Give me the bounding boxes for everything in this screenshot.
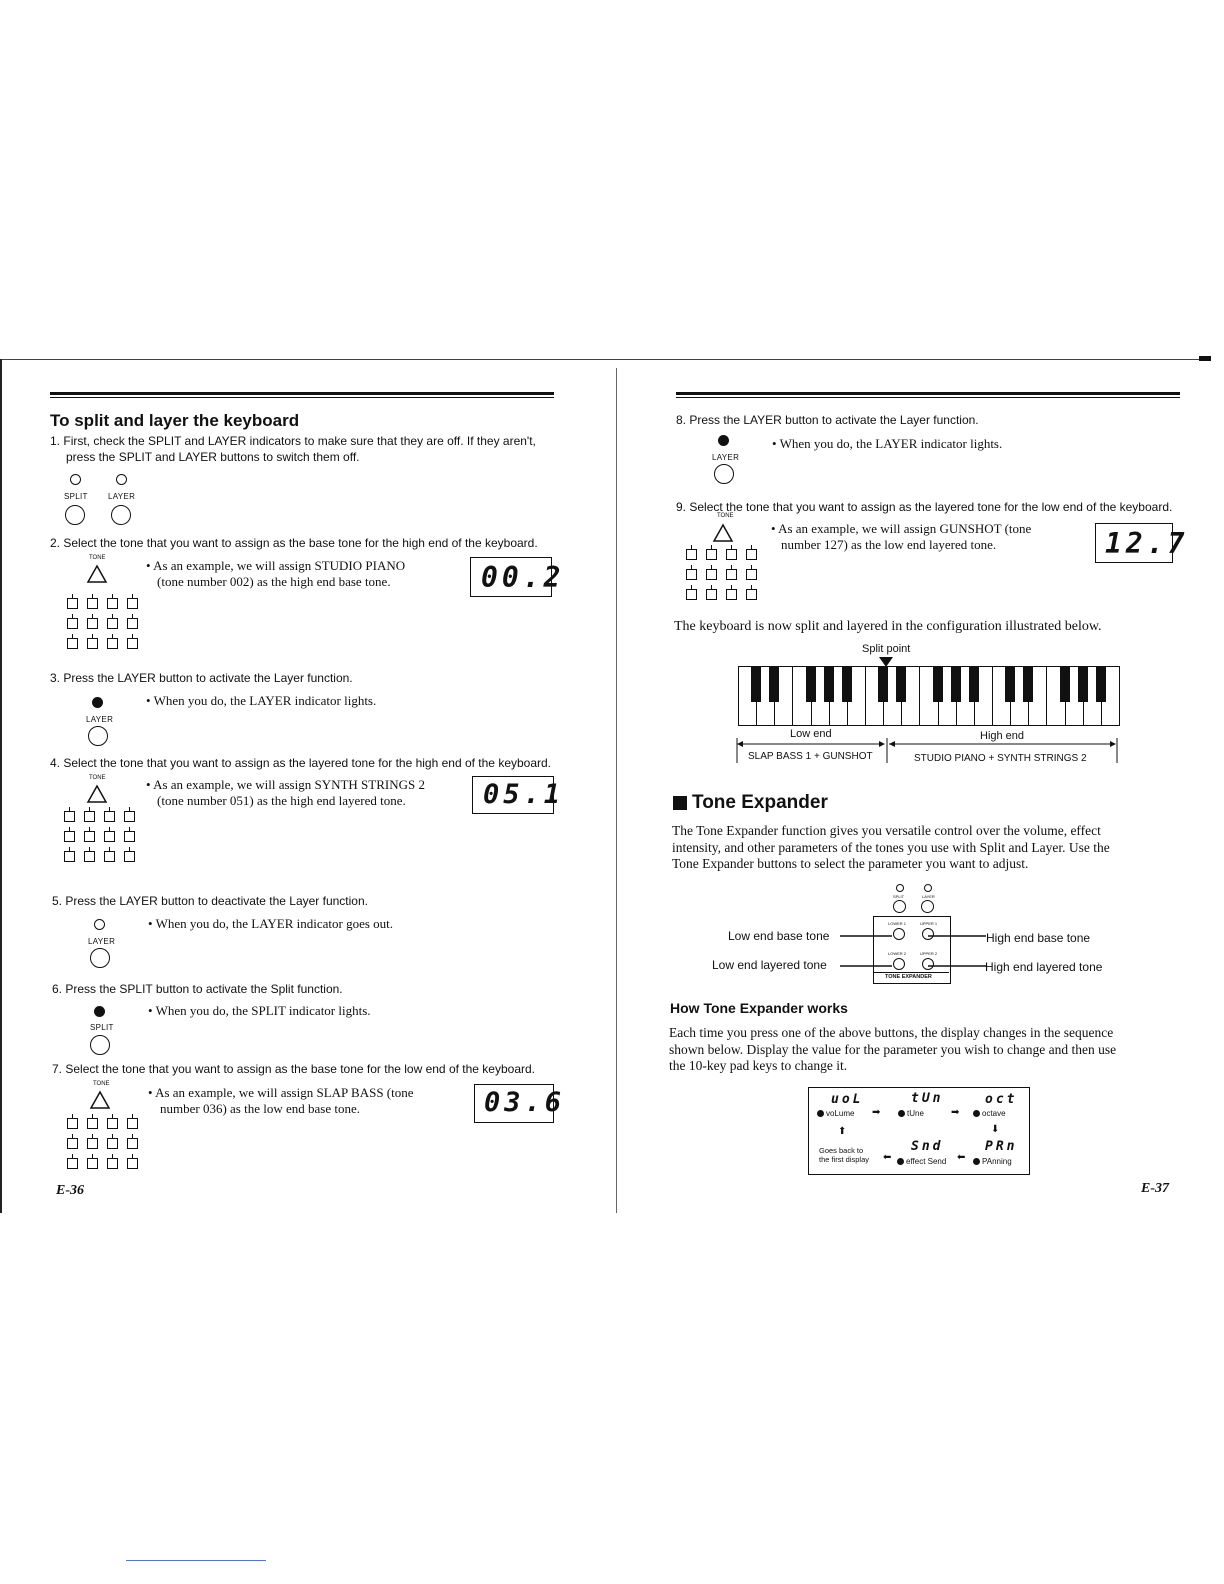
step-3-bullet: • When you do, the LAYER indicator lights. <box>146 693 377 708</box>
step-1-cont: press the SPLIT and LAYER buttons to switch them off. <box>66 450 360 464</box>
layer-button-small[interactable] <box>921 900 934 913</box>
step-9-bullet-cont: number 127) as the low end layered tone. <box>781 537 997 552</box>
black-key <box>769 666 779 702</box>
split-label-small: SPLIT <box>893 894 905 899</box>
black-key <box>1005 666 1015 702</box>
split-button[interactable] <box>65 505 85 525</box>
step-7-bullet: • As an example, we will assign SLAP BASS (tone <box>148 1085 414 1100</box>
tone-expander-caption: TONE EXPANDER <box>885 974 932 980</box>
expander-leader-lines <box>840 920 990 980</box>
step-4-bullet: • As an example, we will assign SYNTH STRINGS 2 <box>146 777 425 792</box>
keyboard-illustration <box>738 666 1119 728</box>
step-1: 1. First, check the SPLIT and LAYER indicators to make sure that they are off. If they aren't, <box>50 434 536 448</box>
high-end-label: High end <box>980 730 1025 742</box>
scan-edge-mark <box>1199 356 1211 361</box>
step-9: 9. Select the tone that you want to assign as the layered tone for the low end of the keyboard. <box>676 500 1173 514</box>
step-9-bullet: • As an example, we will assign GUNSHOT (tone <box>771 521 1032 536</box>
layer-button[interactable] <box>111 505 131 525</box>
header-rule-thin <box>676 397 1180 398</box>
layer-button[interactable] <box>714 464 734 484</box>
split-indicator-off <box>70 474 81 485</box>
split-indicator-small <box>896 884 904 892</box>
page-number: E-36 <box>56 1183 84 1198</box>
tone-button-icon[interactable] <box>86 784 108 804</box>
lower2-label: LOWER 2 <box>888 951 907 956</box>
tone-button-icon[interactable] <box>712 523 734 543</box>
step-8: 8. Press the LAYER button to activate the Layer function. <box>676 413 979 427</box>
high-end-base-label: High end base tone <box>986 931 1091 945</box>
oct-label: octave <box>982 1109 1006 1118</box>
layer-indicator-small <box>924 884 932 892</box>
high-end-tones: STUDIO PIANO + SYNTH STRINGS 2 <box>914 753 1087 764</box>
tone-label: TONE <box>717 513 734 519</box>
snd-display: Snd <box>911 1139 944 1154</box>
black-key <box>842 666 852 702</box>
display-sequence-box <box>808 1087 1030 1175</box>
how-it-works-body: Each time you press one of the above buttons, the display changes in the sequence shown below. Display the value for the parameter you wish to change and then use the 10-key pad keys to change it. <box>669 1025 1117 1073</box>
step-6: 6. Press the SPLIT button to activate the Split function. <box>52 982 343 996</box>
split-label: SPLIT <box>90 1023 114 1032</box>
page-number: E-37 <box>1141 1181 1169 1196</box>
tone-expander-body: The Tone Expander function gives you versatile control over the volume, effect intensity, and other parameters of the tones you use with Split and Layer. Use the Tone Expander buttons to select the parameter you want to adjust. <box>672 823 1110 871</box>
layer-button[interactable] <box>90 948 110 968</box>
high-end-layered-label: High end layered tone <box>985 960 1103 974</box>
lcd-display-002: 00.2 <box>470 557 552 597</box>
pan-display: PRn <box>985 1139 1018 1154</box>
snd-dot-icon <box>897 1158 904 1165</box>
tone-label: TONE <box>93 1081 110 1087</box>
keyboard-intro: The keyboard is now split and layered in the configuration illustrated below. <box>674 619 1102 634</box>
split-label: SPLIT <box>64 492 88 501</box>
tone-expander-title: Tone Expander <box>692 792 828 813</box>
split-button[interactable] <box>90 1035 110 1055</box>
scan-edge-line <box>0 359 1200 360</box>
low-end-label: Low end <box>790 728 832 740</box>
black-key <box>951 666 961 702</box>
arrow-right-icon: ➡ <box>951 1107 960 1118</box>
split-indicator-on <box>94 1006 105 1017</box>
oct-display: oct <box>985 1092 1018 1107</box>
page-gutter <box>616 368 617 1213</box>
black-key <box>1078 666 1088 702</box>
back-label-1: Goes back to <box>819 1146 864 1155</box>
step-2-bullet-cont: (tone number 002) as the high end base tone. <box>157 574 391 589</box>
back-label-2: the first display <box>819 1155 870 1164</box>
black-key <box>878 666 888 702</box>
low-end-tones: SLAP BASS 1 + GUNSHOT <box>748 751 873 762</box>
lcd-display-036: 03.6 <box>474 1084 554 1123</box>
tun-display: tUn <box>911 1091 944 1106</box>
black-key <box>751 666 761 702</box>
bottom-scan-mark <box>126 1560 266 1561</box>
layer-label-small: LAYER <box>922 894 935 899</box>
tone-label: TONE <box>89 775 106 781</box>
step-3: 3. Press the LAYER button to activate the Layer function. <box>50 671 353 685</box>
step-7-bullet-cont: number 036) as the low end base tone. <box>160 1101 361 1116</box>
layer-label: LAYER <box>712 453 740 462</box>
black-key <box>896 666 906 702</box>
snd-label: effect Send <box>906 1157 947 1166</box>
black-key <box>806 666 816 702</box>
tone-button-icon[interactable] <box>89 1090 111 1110</box>
tun-label: tUne <box>907 1109 924 1118</box>
header-rule-thin <box>50 397 554 398</box>
lcd-display-051: 05.1 <box>472 776 554 814</box>
step-5-bullet: • When you do, the LAYER indicator goes out. <box>148 916 394 931</box>
vol-dot-icon <box>817 1110 824 1117</box>
black-key <box>969 666 979 702</box>
split-point-label: Split point <box>862 643 911 655</box>
step-6-bullet: • When you do, the SPLIT indicator lights. <box>148 1003 371 1018</box>
layer-button[interactable] <box>88 726 108 746</box>
oct-dot-icon <box>973 1110 980 1117</box>
step-7: 7. Select the tone that you want to assign as the base tone for the low end of the keyboard. <box>52 1062 535 1076</box>
arrow-down-icon: ⬇ <box>991 1124 1000 1135</box>
layer-indicator-off <box>94 919 105 930</box>
arrow-up-icon: ⬆ <box>838 1126 847 1137</box>
black-key <box>1060 666 1070 702</box>
pan-dot-icon <box>973 1158 980 1165</box>
black-key <box>1023 666 1033 702</box>
black-key <box>824 666 834 702</box>
step-4: 4. Select the tone that you want to assign as the layered tone for the high end of the keyboard. <box>50 756 552 770</box>
layer-label: LAYER <box>108 492 136 501</box>
scan-left-edge <box>0 359 2 1213</box>
step-4-bullet-cont: (tone number 051) as the high end layered tone. <box>157 793 406 808</box>
section-square-icon <box>673 796 687 810</box>
black-key <box>1096 666 1106 702</box>
tone-label: TONE <box>89 555 106 561</box>
step-5: 5. Press the LAYER button to deactivate the Layer function. <box>52 894 368 908</box>
upper1-label: UPPER 1 <box>920 921 938 926</box>
how-it-works-title: How Tone Expander works <box>670 1000 848 1016</box>
layer-indicator-on <box>92 697 103 708</box>
section-title: To split and layer the keyboard <box>50 411 300 430</box>
split-button-small[interactable] <box>893 900 906 913</box>
tun-dot-icon <box>898 1110 905 1117</box>
step-8-bullet: • When you do, the LAYER indicator lights. <box>772 436 1003 451</box>
vol-display: uoL <box>831 1092 864 1107</box>
header-rule <box>50 392 554 395</box>
lcd-display-127: 12.7 <box>1095 523 1173 563</box>
low-end-base-label: Low end base tone <box>728 929 830 943</box>
vol-label: voLume <box>826 1109 855 1118</box>
arrow-left-icon: ⬅ <box>957 1152 966 1163</box>
arrow-left-icon: ⬅ <box>883 1152 892 1163</box>
pan-label: PAnning <box>982 1157 1012 1166</box>
lower1-label: LOWER 1 <box>888 921 907 926</box>
arrow-right-icon: ➡ <box>872 1107 881 1118</box>
step-2: 2. Select the tone that you want to assign as the base tone for the high end of the keyboard. <box>50 536 538 550</box>
tone-button-icon[interactable] <box>86 564 108 584</box>
layer-indicator-off <box>116 474 127 485</box>
black-key <box>933 666 943 702</box>
low-end-layered-label: Low end layered tone <box>712 958 827 972</box>
layer-label: LAYER <box>88 937 116 946</box>
upper2-label: UPPER 2 <box>920 951 938 956</box>
layer-label: LAYER <box>86 715 114 724</box>
header-rule <box>676 392 1180 395</box>
layer-indicator-on <box>718 435 729 446</box>
step-2-bullet: • As an example, we will assign STUDIO PIANO <box>146 558 406 573</box>
